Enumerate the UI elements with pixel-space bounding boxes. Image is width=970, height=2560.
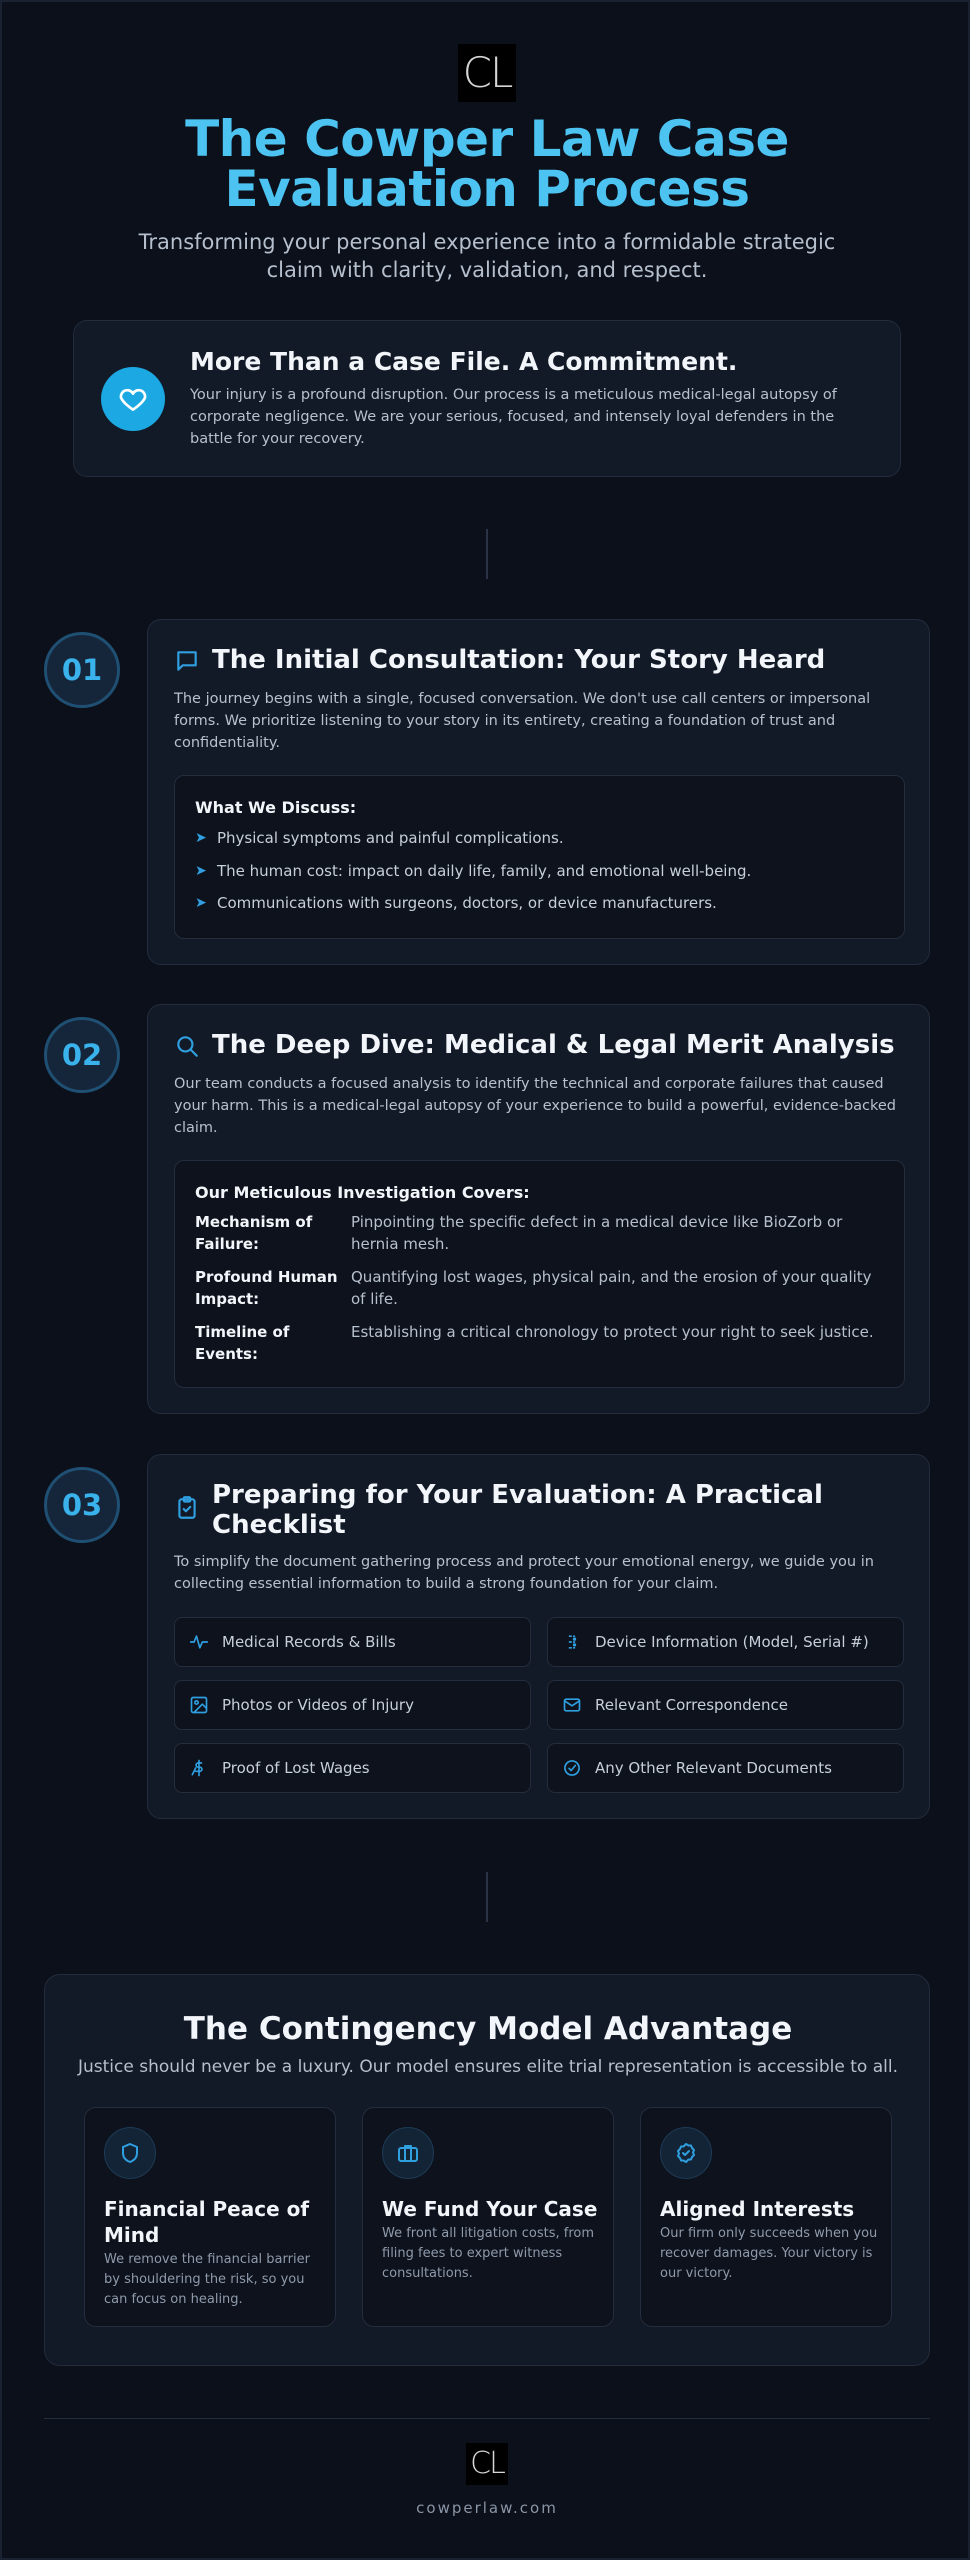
advantage-text: We remove the financial barrier by shouldering the risk, so you can focus on healing.: [104, 2252, 310, 2307]
arrow-icon: ➤: [195, 830, 207, 846]
advantage-title: Financial Peace of Mind: [104, 2197, 310, 2247]
step-number-3: 03: [44, 1467, 120, 1543]
commitment-card: [73, 320, 901, 477]
investigation-title: Our Meticulous Investigation Covers:: [195, 1183, 530, 1202]
investigation-label: Timeline of Events:: [195, 1323, 290, 1363]
image-icon: [188, 1694, 210, 1716]
advantage-text: We front all litigation costs, from filing fees to expert witness consultations.: [382, 2226, 595, 2281]
advantage-card-funding: [362, 2107, 614, 2327]
checklist-item[interactable]: [547, 1743, 904, 1793]
list-item: [195, 894, 717, 912]
footer-divider: [44, 2418, 930, 2419]
contingency-section: [44, 1974, 930, 2366]
logo[interactable]: [458, 44, 516, 102]
advantage-title: Aligned Interests: [660, 2197, 855, 2221]
advantage-card-aligned: [640, 2107, 892, 2327]
step-title: Preparing for Your Evaluation: A Practical Checklist: [212, 1480, 823, 1540]
page-subtitle: Transforming your personal experience into a formidable strategic claim with clarity, validation, and respect.: [138, 230, 836, 282]
discuss-title: What We Discuss:: [195, 798, 357, 817]
step-number-2: 02: [44, 1017, 120, 1093]
checklist-label: Proof of Lost Wages: [222, 1759, 370, 1777]
pulse-icon: [188, 1631, 210, 1653]
contingency-title: The Contingency Model Advantage: [183, 2011, 793, 2047]
checklist-item[interactable]: [547, 1680, 904, 1730]
checklist-item[interactable]: [174, 1617, 531, 1667]
footer-logo-text: CL: [470, 2446, 504, 2481]
step-card-deep-dive: [147, 1004, 930, 1414]
step-number-1: 01: [44, 632, 120, 708]
commitment-title: More Than a Case File. A Commitment.: [190, 347, 738, 376]
investigation-value: Pinpointing the specific defect in a medical device like BioZorb or hernia mesh.: [351, 1213, 843, 1253]
step-text: The journey begins with a single, focused conversation. We don't use call centers or impersonal forms. We prioritize listening to your story in its entirety, creating a foundation of trust and confidentiality.: [174, 691, 871, 751]
investigation-label: Profound Human Impact:: [195, 1268, 338, 1308]
divider-line: [486, 1872, 488, 1922]
list-item-text: Physical symptoms and painful complications.: [217, 829, 564, 847]
investigation-value: Establishing a critical chronology to protect your right to seek justice.: [351, 1323, 874, 1341]
arrow-icon: ➤: [195, 863, 207, 879]
heart-icon: [101, 367, 165, 431]
advantage-text: Our firm only succeeds when you recover damages. Your victory is our victory.: [660, 2226, 878, 2281]
badge-check-icon: [660, 2127, 712, 2179]
commitment-text: Your injury is a profound disruption. Our process is a meticulous medical-legal autopsy of corporate negligence. We are your serious, focused, and intensely loyal defenders in the battle for your recovery.: [190, 387, 837, 447]
list-item: [195, 829, 564, 847]
checklist-label: Any Other Relevant Documents: [595, 1759, 832, 1777]
contingency-subtitle: Justice should never be a luxury. Our model ensures elite trial representation is accessible to all.: [78, 2057, 898, 2077]
divider-line: [486, 529, 488, 579]
clipboard-check-icon: [174, 1495, 200, 1525]
step-text: Our team conducts a focused analysis to identify the technical and corporate failures that caused your harm. This is a medical-legal autopsy of your experience to build a powerful, evidence-backed claim.: [174, 1076, 897, 1136]
checklist-item[interactable]: [547, 1617, 904, 1667]
device-list-icon: [561, 1631, 583, 1653]
footer-website-link[interactable]: cowperlaw.com: [416, 2499, 558, 2517]
dollar-icon: [188, 1757, 210, 1779]
briefcase-icon: [382, 2127, 434, 2179]
list-item-text: The human cost: impact on daily life, family, and emotional well-being.: [217, 862, 752, 880]
checklist-label: Device Information (Model, Serial #): [595, 1633, 869, 1651]
search-icon: [174, 1033, 200, 1063]
step-card-consultation: [147, 619, 930, 965]
step-title: The Deep Dive: Medical & Legal Merit Analysis: [212, 1030, 895, 1060]
arrow-icon: ➤: [195, 895, 207, 911]
checklist-label: Photos or Videos of Injury: [222, 1696, 414, 1714]
shield-icon: [104, 2127, 156, 2179]
discuss-box: [174, 775, 905, 939]
step-title: The Initial Consultation: Your Story Heard: [212, 645, 826, 675]
advantage-title: We Fund Your Case: [382, 2197, 598, 2221]
check-circle-icon: [561, 1757, 583, 1779]
investigation-label: Mechanism of Failure:: [195, 1213, 313, 1253]
checklist-item[interactable]: [174, 1743, 531, 1793]
advantage-card-financial: [84, 2107, 336, 2327]
list-item-text: Communications with surgeons, doctors, or device manufacturers.: [217, 894, 717, 912]
checklist-item[interactable]: [174, 1680, 531, 1730]
logo-text: CL: [462, 48, 512, 97]
step-text: To simplify the document gathering process and protect your emotional energy, we guide you in collecting essential information to build a strong foundation for your claim.: [174, 1554, 874, 1592]
investigation-box: [174, 1160, 905, 1388]
checklist-label: Relevant Correspondence: [595, 1696, 788, 1714]
chat-icon: [174, 648, 200, 678]
step-card-checklist: [147, 1454, 930, 1819]
footer-logo[interactable]: [466, 2443, 508, 2485]
checklist-label: Medical Records & Bills: [222, 1633, 396, 1651]
investigation-value: Quantifying lost wages, physical pain, and the erosion of your quality of life.: [351, 1268, 872, 1308]
mail-icon: [561, 1694, 583, 1716]
page-title: The Cowper Law Case Evaluation Process: [185, 110, 789, 218]
list-item: [195, 862, 751, 880]
